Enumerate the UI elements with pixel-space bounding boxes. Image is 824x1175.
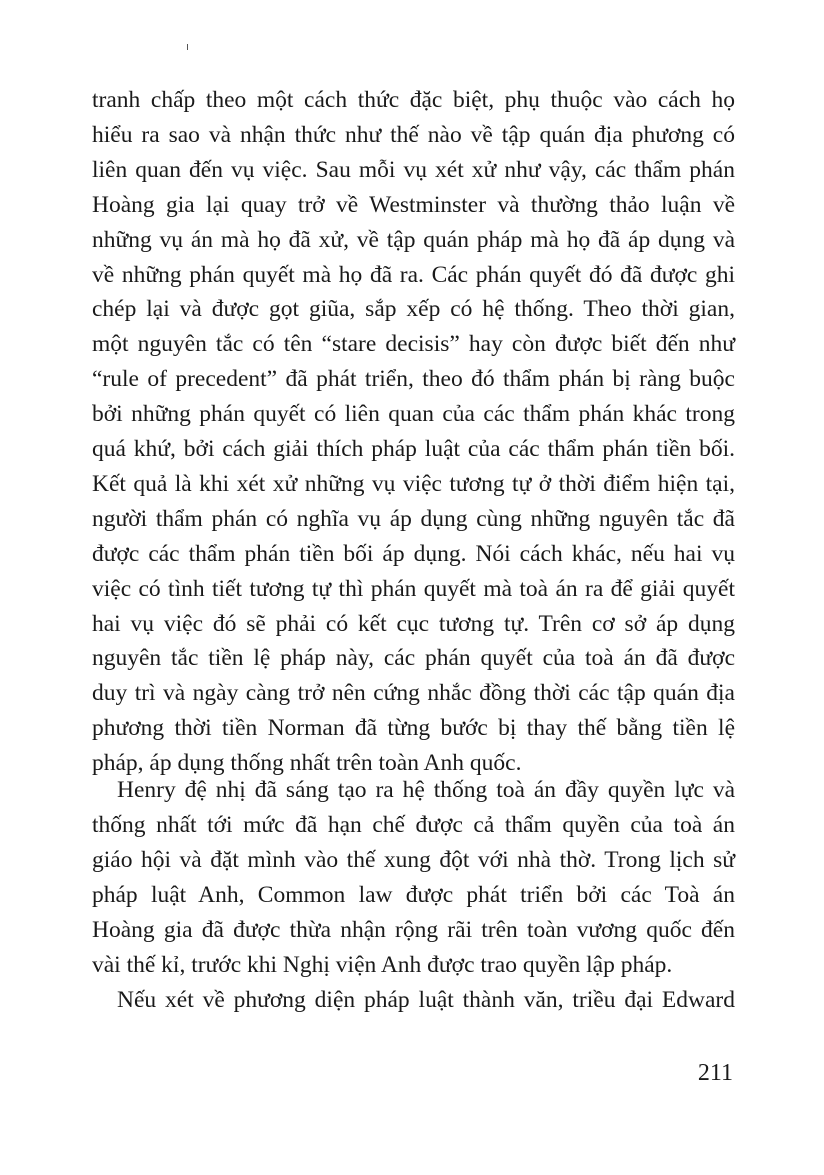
text-line: bởi những phán quyết có liên quan của các thẩm phán khác trong — [92, 401, 735, 428]
text-line: việc có tình tiết tương tự thì phán quyết mà toà án ra để giải quyết — [92, 575, 735, 602]
text-line: phương thời tiền Norman đã từng bước bị thay thế bằng tiền lệ — [92, 715, 735, 742]
text-line: Hoàng gia đã được thừa nhận rộng rãi trên toàn vương quốc đến — [92, 917, 735, 943]
text-line: những vụ án mà họ đã xử, về tập quán pháp mà họ đã áp dụng và — [92, 226, 735, 253]
text-line: một nguyên tắc có tên “stare decisis” hay còn được biết đến như — [92, 331, 735, 358]
scan-speck — [187, 44, 188, 50]
text-line: nguyên tắc tiền lệ pháp này, các phán quyết của toà án đã được — [92, 645, 735, 672]
text-line: được các thẩm phán tiền bối áp dụng. Nói cách khác, nếu hai vụ — [92, 540, 735, 567]
text-line: Hoàng gia lại quay trở về Westminster và thường thảo luận về — [92, 191, 735, 218]
text-line: pháp luật Anh, Common law được phát triển bởi các Toà án — [92, 882, 735, 908]
text-line: thống nhất tới mức đã hạn chế được cả thẩm quyền của toà án — [92, 812, 735, 838]
text-line: Nếu xét về phương diện pháp luật thành văn, triều đại Edward — [117, 987, 735, 1013]
text-line: liên quan đến vụ việc. Sau mỗi vụ xét xử như vậy, các thẩm phán — [92, 156, 735, 183]
text-line: hiểu ra sao và nhận thức như thế nào về tập quán địa phương có — [92, 121, 735, 148]
text-line: tranh chấp theo một cách thức đặc biệt, phụ thuộc vào cách họ — [92, 87, 735, 113]
text-line: quá khứ, bởi cách giải thích pháp luật của các thẩm phán tiền bối. — [92, 436, 735, 462]
text-line: duy trì và ngày càng trở nên cứng nhắc đồng thời các tập quán địa — [92, 680, 735, 707]
text-line: vài thế kỉ, trước khi Nghị viện Anh được trao quyền lập pháp. — [92, 952, 673, 978]
text-line: giáo hội và đặt mình vào thế xung đột với nhà thờ. Trong lịch sử — [92, 847, 735, 873]
text-line: hai vụ việc đó sẽ phải có kết cục tương tự. Trên cơ sở áp dụng — [92, 610, 735, 637]
text-line: Kết quả là khi xét xử những vụ việc tương tự ở thời điểm hiện tại, — [92, 470, 735, 497]
text-line: người thẩm phán có nghĩa vụ áp dụng cùng những nguyên tắc đã — [92, 505, 735, 532]
text-line: “rule of precedent” đã phát triển, theo đó thẩm phán bị ràng buộc — [92, 366, 735, 393]
text-line: chép lại và được gọt giũa, sắp xếp có hệ thống. Theo thời gian, — [92, 296, 735, 323]
text-line: pháp, áp dụng thống nhất trên toàn Anh quốc. — [92, 750, 522, 777]
text-line: về những phán quyết mà họ đã ra. Các phán quyết đó đã được ghi — [92, 261, 735, 288]
text-line: Henry đệ nhị đã sáng tạo ra hệ thống toà án đầy quyền lực và — [117, 777, 735, 803]
page-number: 211 — [697, 1060, 733, 1086]
